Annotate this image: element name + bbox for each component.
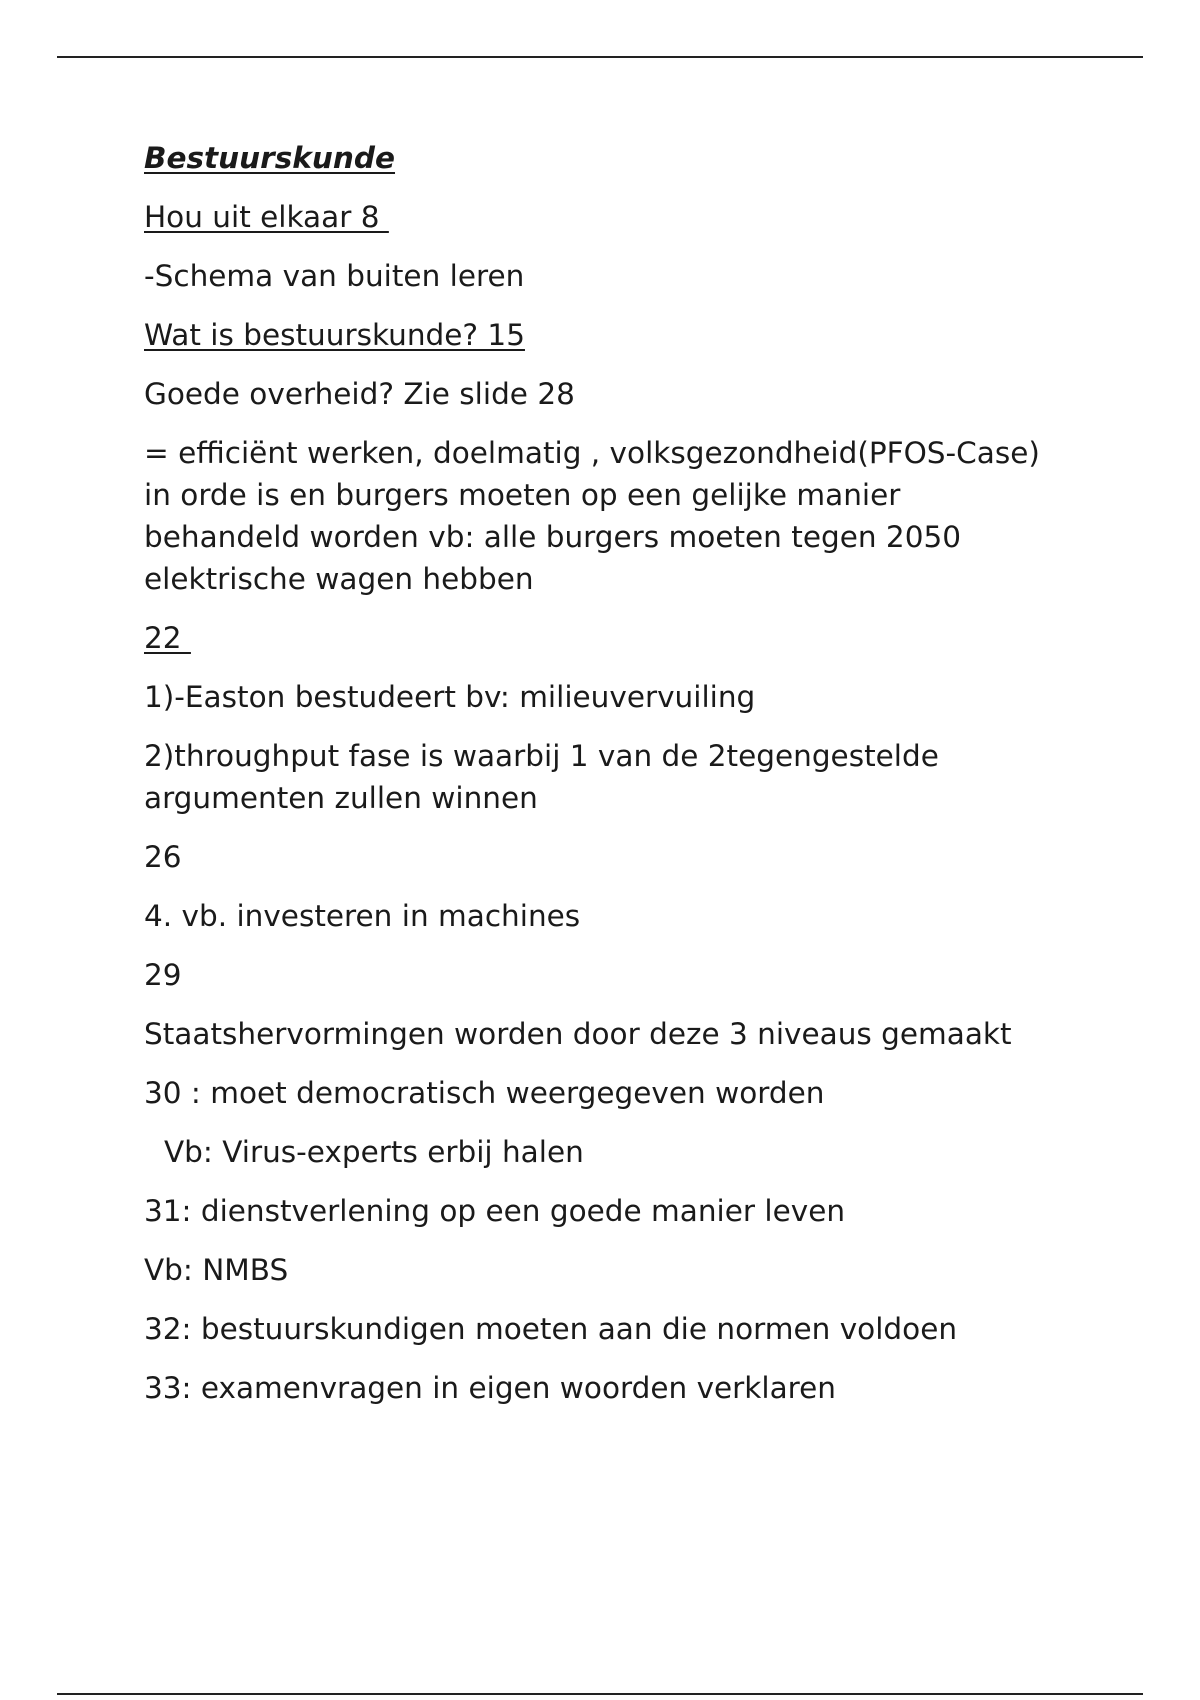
document-title: Bestuurskunde bbox=[144, 141, 396, 175]
paragraph: 26 bbox=[144, 840, 182, 874]
top-rule bbox=[57, 56, 1143, 58]
paragraph: 32: bestuurskundigen moeten aan die normen voldoen bbox=[144, 1312, 958, 1346]
paragraph: = efficiënt werken, doelmatig , volksgezondheid(PFOS-Case) in orde is en burgers moeten op een gelijke manier behandeld worden vb: alle burgers moeten tegen 2050 elektrische wagen hebben bbox=[144, 436, 1050, 596]
paragraph: -Schema van buiten leren bbox=[144, 259, 525, 293]
paragraph: Staatshervormingen worden door deze 3 niveaus gemaakt bbox=[144, 1017, 1012, 1051]
paragraph: 33: examenvragen in eigen woorden verklaren bbox=[144, 1371, 836, 1405]
bottom-rule bbox=[57, 1693, 1143, 1695]
paragraph: 1)-Easton bestudeert bv: milieuvervuiling bbox=[144, 680, 756, 714]
paragraph: Goede overheid? Zie slide 28 bbox=[144, 377, 575, 411]
paragraph: 31: dienstverlening op een goede manier leven bbox=[144, 1194, 846, 1228]
paragraph: Vb: Virus-experts erbij halen bbox=[164, 1135, 584, 1169]
paragraph: 30 : moet democratisch weergegeven worden bbox=[144, 1076, 825, 1110]
paragraph: 2)throughput fase is waarbij 1 van de 2tegengestelde argumenten zullen winnen bbox=[144, 739, 949, 815]
document-body bbox=[144, 137, 1050, 1426]
heading-hou-uit-elkaar: Hou uit elkaar 8 bbox=[144, 200, 389, 234]
paragraph: 29 bbox=[144, 958, 182, 992]
heading-22: 22 bbox=[144, 621, 191, 655]
paragraph: 4. vb. investeren in machines bbox=[144, 899, 581, 933]
paragraph: Vb: NMBS bbox=[144, 1253, 289, 1287]
heading-wat-is-bestuurskunde: Wat is bestuurskunde? 15 bbox=[144, 318, 525, 352]
